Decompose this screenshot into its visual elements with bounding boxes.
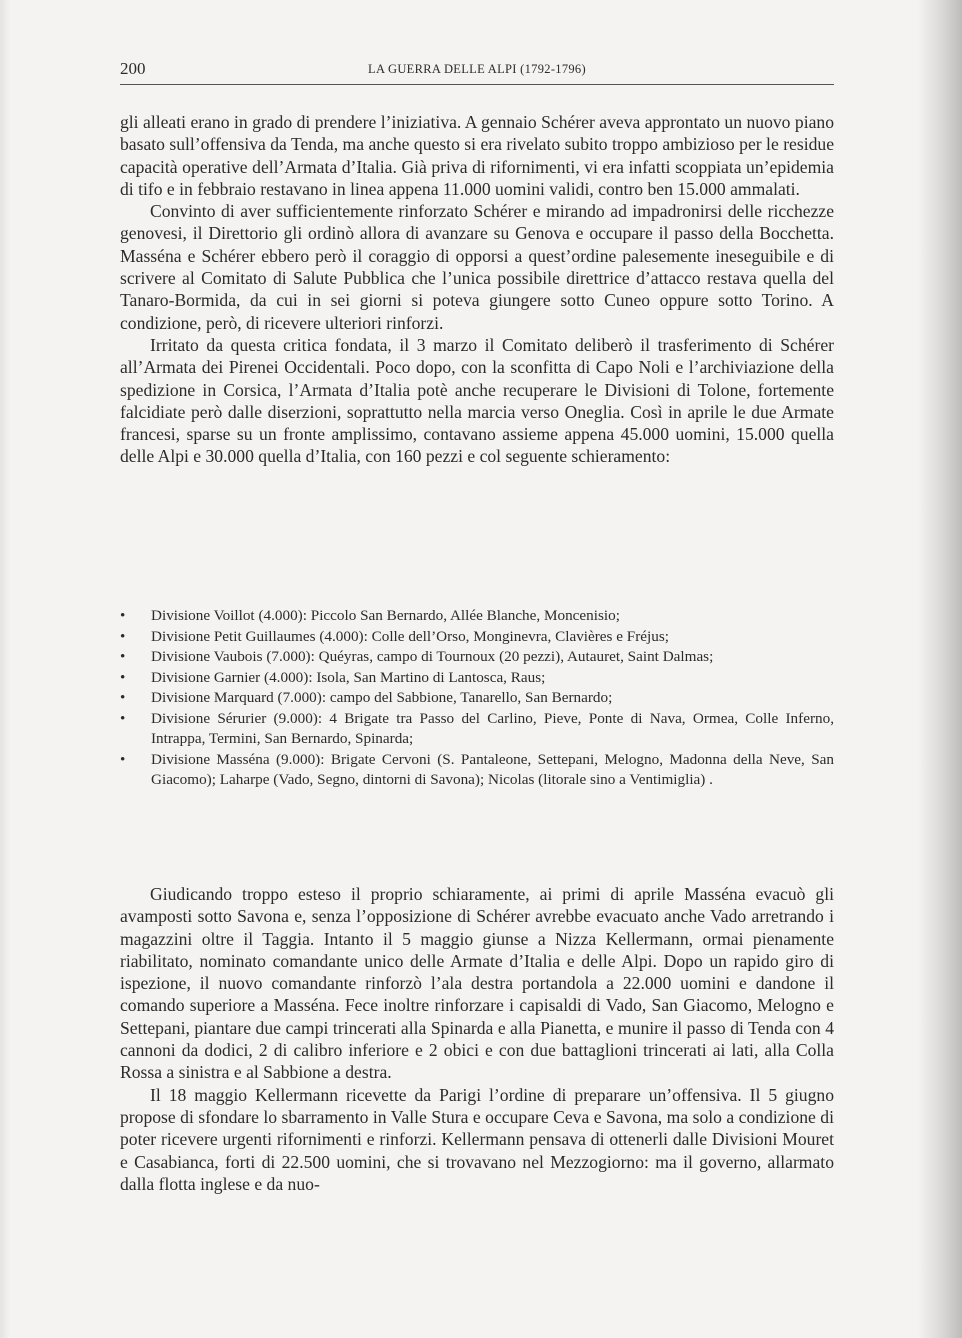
list-item-text: Divisione Voillot (4.000): Piccolo San Bernardo, Allée Blanche, Moncenisio; bbox=[151, 607, 620, 624]
bullet: • bbox=[120, 709, 126, 727]
running-title: LA GUERRA DELLE ALPI (1792-1796) bbox=[368, 62, 586, 76]
list-item-text: Divisione Garnier (4.000): Isola, San Martino di Lantosca, Raus; bbox=[151, 668, 546, 686]
bullet: • bbox=[120, 689, 126, 706]
list-item bbox=[120, 647, 834, 668]
list-item bbox=[120, 709, 834, 750]
page-number: 200 bbox=[120, 59, 146, 78]
page-header bbox=[120, 58, 834, 84]
list-item-text: Divisione Petit Guillaumes (4.000): Colle dell’Orso, Monginevra, Clavières e Fréjus; bbox=[151, 627, 669, 645]
list-item bbox=[120, 606, 834, 627]
list-item bbox=[120, 668, 834, 689]
body-text-bottom bbox=[120, 883, 834, 1195]
paragraph: Il 18 maggio Kellermann ricevette da Parigi l’ordine di preparare un’offensiva. Il 5 giugno propose di sfondare lo sbarramento in Valle Stura e occupare Ceva e Savona, ma solo a condizione di poter ricevere urgenti rifornimenti e rinforzi. Kellermann pensava di ottenerli dalle Divisioni Mouret e Casabianca, forti di 22.500 uomini, che si trovavano nel Mezzogiorno: ma il governo, allarmato dalla flotta inglese e da nuo- bbox=[120, 1084, 834, 1194]
bullet: • bbox=[120, 648, 126, 665]
bullet: • bbox=[120, 668, 126, 686]
paragraph: gli alleati erano in grado di prendere l’iniziativa. A gennaio Schérer aveva approntato un nuovo piano basato sull’offensiva da Tenda, ma anche questo si era rivelato subito troppo ambizioso per le residue capacità operative dell’Armata d’Italia. Già priva di rifornimenti, vi era infatti scoppiata un’epidemia di tifo e in febbraio restavano in linea appena 11.000 uomini validi, contro ben 15.000 ammalati. bbox=[120, 112, 834, 199]
divisions-list bbox=[120, 606, 834, 791]
paragraph: Irritato da questa critica fondata, il 3 marzo il Comitato deliberò il trasferimento di Schérer all’Armata dei Pirenei Occidentali. Poco dopo, con la sconfitta di Capo Noli e l’archiviazione della spedizione in Corsica, l’Armata d’Italia potè anche recuperare le Divisioni di Tolone, fortemente falcidiate però dalle diserzioni, soprattutto nella marcia verso Oneglia. Così in aprile le due Armate francesi, sparse su un fronte amplissimo, contavano assieme appena 45.000 uomini, 15.000 quella delle Alpi e 30.000 quella d’Italia, con 160 pezzi e col seguente schieramento: bbox=[120, 334, 834, 467]
paragraph: Convinto di aver sufficientemente rinforzato Schérer e mirando ad impadronirsi delle ricchezze genovesi, il Direttorio gli ordinò allora di avanzare su Genova e occupare il passo della Bocchetta. Masséna e Schérer ebbero però il coraggio di opporsi a quest’ordine palesemente ineseguibile e di scrivere al Comitato di Salute Pubblica che l’unica possibile direttrice d’attacco restava quella del Tanaro-Bormida, da cui in sei giorni si poteva giungere sotto Cuneo oppure sotto Torino. A condizione, però, di ricevere ulteriori rinforzi. bbox=[120, 201, 834, 333]
bullet: • bbox=[120, 627, 126, 645]
bullet: • bbox=[120, 750, 126, 768]
page-edge-shadow-left bbox=[0, 0, 10, 1338]
bullet: • bbox=[120, 607, 126, 624]
list-item bbox=[120, 627, 834, 648]
list-item bbox=[120, 750, 834, 791]
paragraph: Giudicando troppo esteso il proprio schiaramente, ai primi di aprile Masséna evacuò gli avamposti sotto Savona e, senza l’opposizione di Schérer avrebbe evacuato anche Vado arretrando i magazzini oltre il Taggia. Intanto il 5 maggio giunse a Nizza Kellermann, ormai pienamente riabilitato, nominato comandante unico delle Armate d’Italia e delle Alpi. Dopo un rapido giro di ispezione, il nuovo comandante rinforzò l’ala destra portandola a 22.000 uomini e dandone il comando superiore a Masséna. Fece inoltre rinforzare i capisaldi di Vado, San Giacomo, Melogno e Settepani, piantare due campi trincerati alla Spinarda e alla Pianetta, e munire il passo di Tenda con 4 cannoni da dodici, 2 di calibro inferiore e 2 obici e con due battaglioni trincerati ai lati, alla Colla Rossa a sinistra e al Sabbione a destra. bbox=[120, 884, 834, 1083]
list-item-text: Divisione Vaubois (7.000): Quéyras, campo di Tournoux (20 pezzi), Autauret, Saint Dalmas; bbox=[151, 648, 714, 665]
list-item-text: Divisione Masséna (9.000): Brigate Cervoni (S. Pantaleone, Settepani, Melogno, Madonna della Neve, San Giacomo); Laharpe (Vado, Segno, dintorni di Savona); Nicolas (litorale sino a Ventimiglia) . bbox=[151, 750, 834, 788]
list-item-text: Divisione Sérurier (9.000): 4 Brigate tra Passo del Carlino, Pieve, Ponte di Nava, Ormea, Colle Inferno, Intrappa, Termini, San Bernardo, Spinarda; bbox=[151, 709, 834, 747]
list-item bbox=[120, 688, 834, 709]
header-rule bbox=[120, 84, 834, 85]
body-text-top bbox=[120, 111, 834, 468]
list-item-text: Divisione Marquard (7.000): campo del Sabbione, Tanarello, San Bernardo; bbox=[151, 689, 613, 706]
page-gutter-shadow bbox=[918, 0, 962, 1338]
